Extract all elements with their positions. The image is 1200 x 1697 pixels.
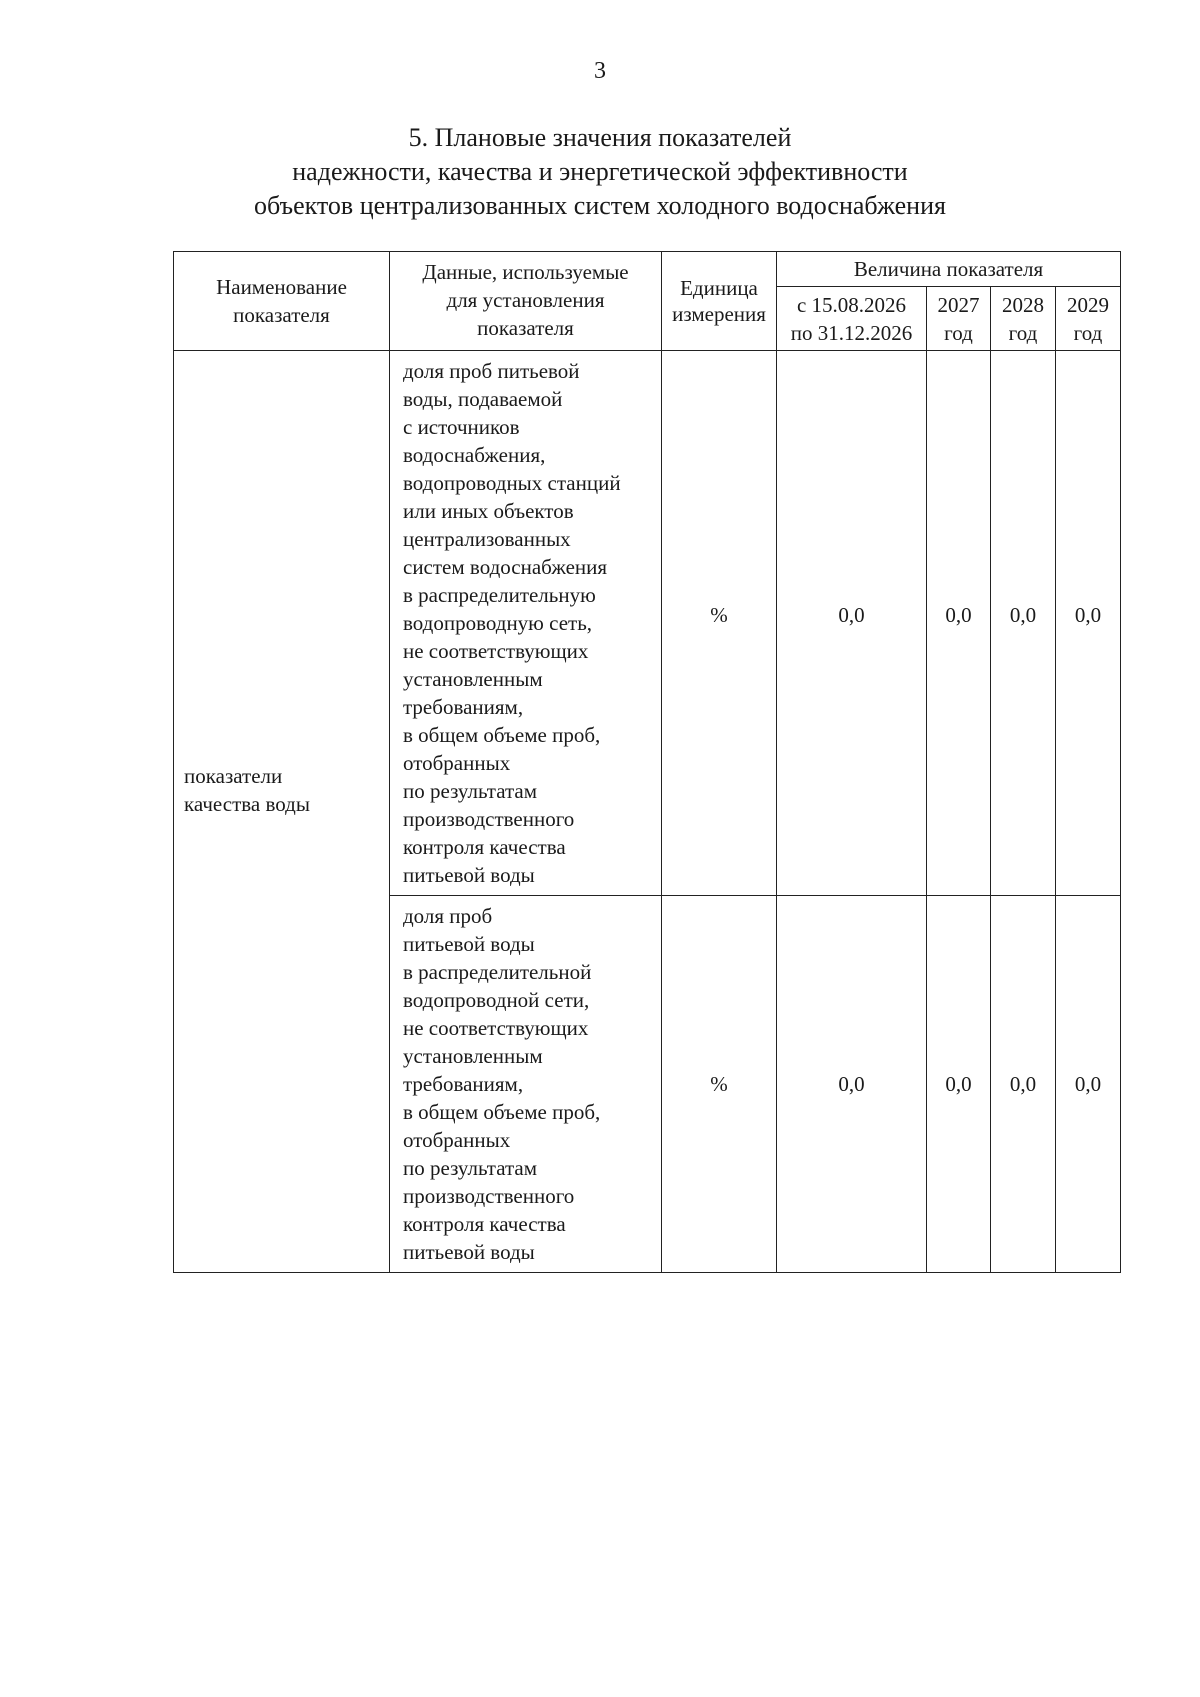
- header-period-line: с 15.08.2026: [796, 292, 907, 317]
- indicator-name-line: качества воды: [184, 792, 310, 816]
- data-line: в распределительную: [403, 583, 596, 607]
- heading-line-3: объектов централизованных систем холодного водоснабжения: [254, 191, 946, 220]
- header-year-number: 2028: [1002, 292, 1044, 317]
- data-line: контроля качества: [403, 1212, 566, 1236]
- header-unit: [662, 252, 777, 351]
- header-indicator-name: [174, 252, 390, 351]
- year-2028-value-cell: 0,0: [991, 896, 1056, 1273]
- heading-line-1: 5. Плановые значения показателей: [408, 123, 792, 152]
- data-line: производственного: [403, 807, 575, 831]
- data-line: с источников: [403, 415, 520, 439]
- header-year-word: год: [1073, 320, 1103, 345]
- period-value-cell: 0,0: [777, 896, 927, 1273]
- year-2028-value-cell: 0,0: [991, 351, 1056, 896]
- data-line: по результатам: [403, 1156, 538, 1180]
- unit-cell: %: [662, 351, 777, 896]
- unit-cell: %: [662, 896, 777, 1273]
- data-line: воды, подаваемой: [403, 387, 563, 411]
- data-line: отобранных: [403, 1128, 511, 1152]
- header-year-number: 2027: [937, 292, 980, 317]
- data-line: в общем объеме проб,: [403, 723, 601, 747]
- data-line: установленным: [403, 1044, 543, 1068]
- data-line: в общем объеме проб,: [403, 1100, 601, 1124]
- data-line: установленным: [403, 667, 543, 691]
- header-name-line: Наименование: [216, 275, 347, 299]
- data-line: требованиям,: [403, 695, 524, 719]
- data-line: питьевой воды: [403, 1240, 535, 1264]
- data-line: водопроводную сеть,: [403, 611, 593, 635]
- data-line: водопроводных станций: [403, 471, 621, 495]
- header-year-word: год: [1008, 320, 1038, 345]
- data-line: питьевой воды: [403, 932, 535, 956]
- data-line: доля проб: [403, 904, 493, 928]
- year-2027-value-cell: 0,0: [927, 351, 991, 896]
- header-indicator-value: Величина показателя: [777, 252, 1121, 287]
- data-line: отобранных: [403, 751, 511, 775]
- data-line: не соответствующих: [403, 1016, 589, 1040]
- section-heading: [0, 121, 1200, 223]
- heading-line-2: надежности, качества и энергетической эффективности: [292, 157, 908, 186]
- data-line: водопроводной сети,: [403, 988, 590, 1012]
- data-line: производственного: [403, 1184, 575, 1208]
- table-row: [174, 351, 1121, 896]
- data-line: водоснабжения,: [403, 443, 546, 467]
- indicator-name-cell: [174, 351, 390, 1273]
- data-line: систем водоснабжения: [403, 555, 608, 579]
- header-year-2029: [1056, 287, 1121, 351]
- data-line: не соответствующих: [403, 639, 589, 663]
- data-line: требованиям,: [403, 1072, 524, 1096]
- header-data-used: [390, 252, 662, 351]
- data-line: доля проб питьевой: [403, 359, 580, 383]
- data-line: контроля качества: [403, 835, 566, 859]
- data-line: или иных объектов: [403, 499, 574, 523]
- year-2027-value-cell: 0,0: [927, 896, 991, 1273]
- header-year-2028: [991, 287, 1056, 351]
- header-data-line: Данные, используемые: [422, 260, 629, 284]
- data-line: по результатам: [403, 779, 538, 803]
- header-data-line: показателя: [477, 316, 574, 340]
- header-period: [777, 287, 927, 351]
- data-line: питьевой воды: [403, 863, 535, 887]
- header-row-1: [174, 252, 1121, 287]
- header-year-word: год: [944, 320, 973, 345]
- data-description-cell: [390, 896, 662, 1273]
- header-unit-line: Единица: [680, 276, 758, 300]
- data-line: в распределительной: [403, 960, 592, 984]
- header-unit-line: измерения: [672, 302, 766, 326]
- indicators-table: [173, 251, 1121, 1273]
- data-description-cell: [390, 351, 662, 896]
- period-value-cell: 0,0: [777, 351, 927, 896]
- header-data-line: для установления: [446, 288, 605, 312]
- year-2029-value-cell: 0,0: [1056, 896, 1121, 1273]
- data-line: централизованных: [403, 527, 571, 551]
- header-period-line: по 31.12.2026: [790, 320, 913, 345]
- header-year-number: 2029: [1067, 292, 1109, 317]
- indicator-name-line: показатели: [184, 764, 283, 788]
- header-year-2027: [927, 287, 991, 351]
- page-number: 3: [594, 58, 606, 84]
- year-2029-value-cell: 0,0: [1056, 351, 1121, 896]
- header-name-line: показателя: [233, 303, 330, 327]
